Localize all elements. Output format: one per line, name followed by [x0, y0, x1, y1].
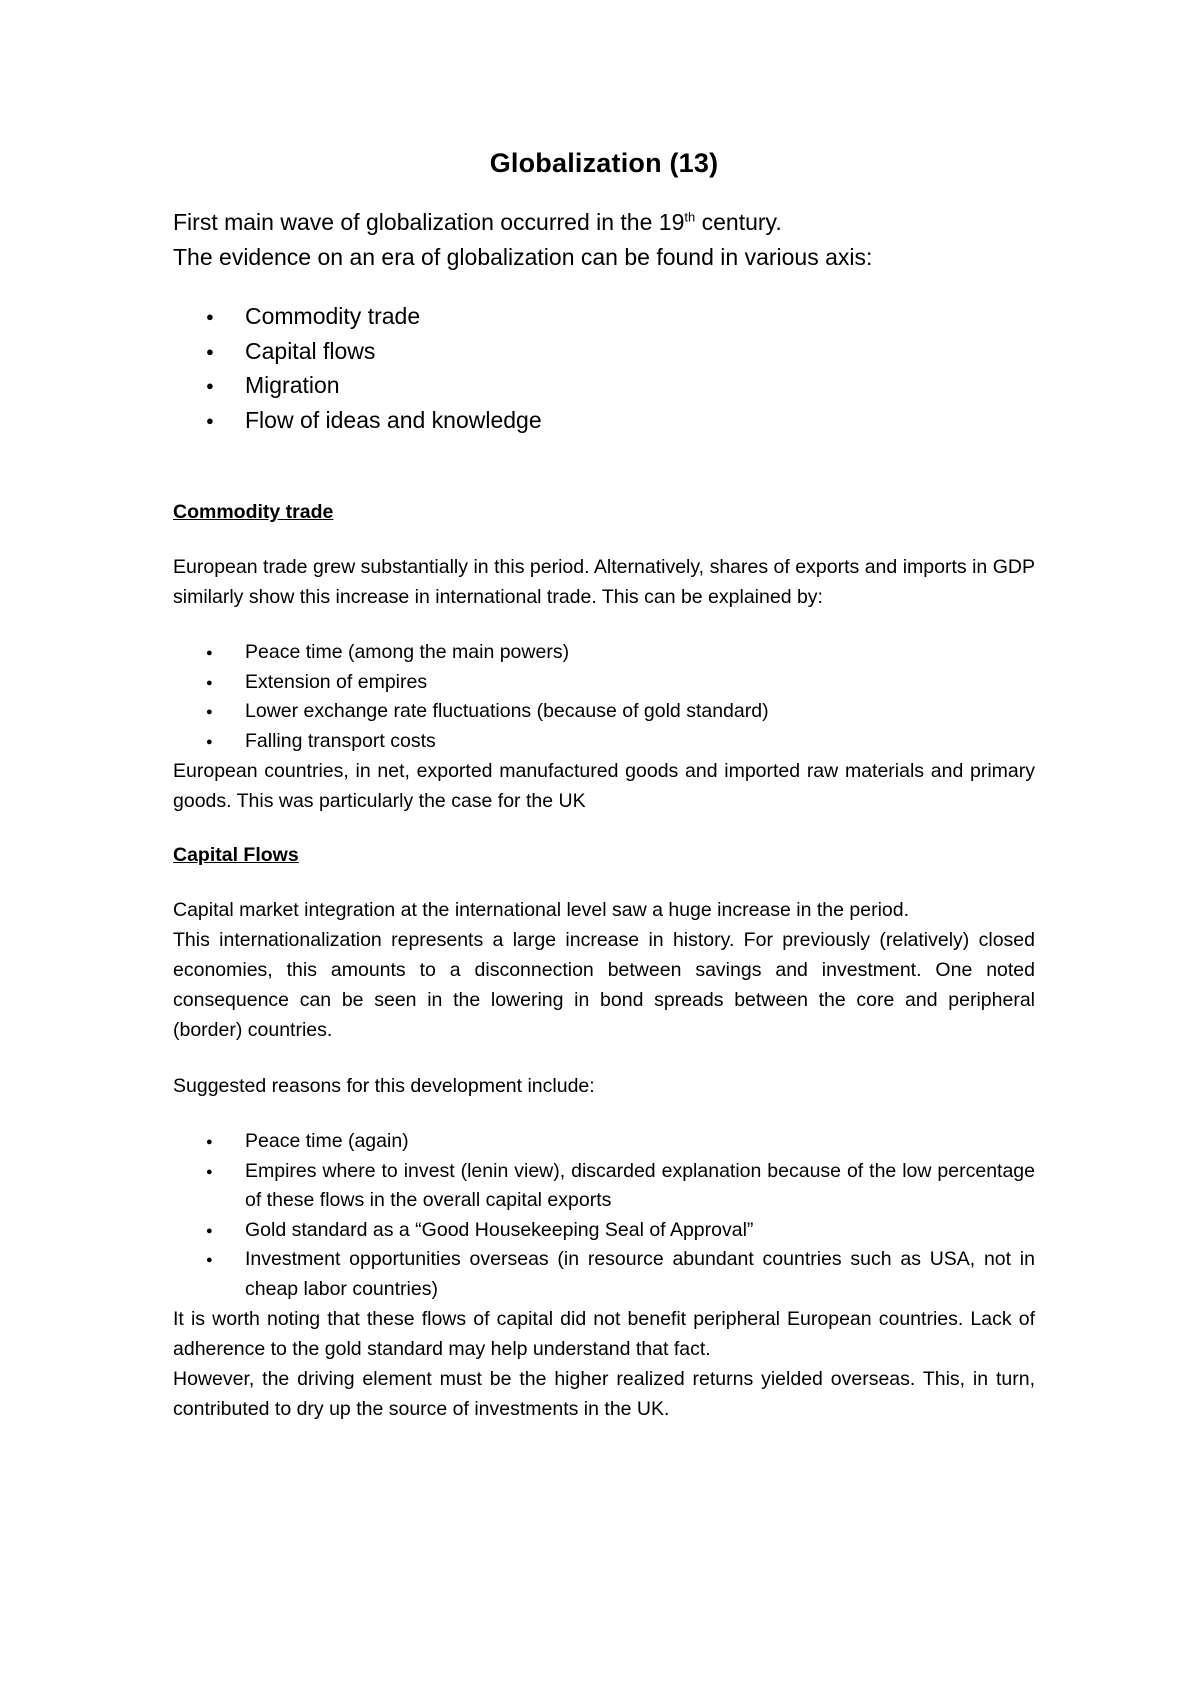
- list-item: ● Gold standard as a “Good Housekeeping Seal of Approval”: [173, 1216, 1035, 1246]
- capital-paragraph-1-line1: Capital market integration at the international level saw a huge increase in the period.: [173, 899, 910, 921]
- capital-paragraph-1: [173, 895, 1035, 1045]
- intro-line1: [173, 209, 782, 235]
- list-item: ● Peace time (again): [173, 1127, 1035, 1157]
- list-item: ● Capital flows: [173, 334, 1035, 369]
- page-title: Globalization (13): [489, 148, 719, 178]
- capital-paragraph-3-part1: It is worth noting that these flows of capital did not benefit peripheral European countries. Lack of adherence to the gold standard may help understand that fact.: [173, 1308, 1035, 1360]
- list-item: ● Peace time (among the main powers): [173, 638, 1035, 668]
- section-heading-commodity-trade: Commodity trade: [173, 501, 334, 523]
- list-item: ● Lower exchange rate fluctuations (because of gold standard): [173, 697, 1035, 727]
- list-item: ● Extension of empires: [173, 668, 1035, 698]
- section-heading-capital-flows: Capital Flows: [173, 844, 299, 866]
- list-item: ● Migration: [173, 368, 1035, 403]
- commodity-paragraph-2: European countries, in net, exported manufactured goods and imported raw materials and primary goods. This was particularly the case for the UK: [173, 760, 1035, 812]
- list-item: ● Empires where to invest (lenin view), discarded explanation because of the low percentage of these flows in the overall capital exports: [173, 1157, 1035, 1216]
- ordinal-suffix: th: [684, 209, 696, 225]
- list-item: ● Investment opportunities overseas (in resource abundant countries such as USA, not in cheap labor countries): [173, 1245, 1035, 1304]
- intro-paragraph: [173, 205, 1035, 275]
- capital-reasons-list: [173, 1127, 1035, 1304]
- axes-list: [173, 299, 1035, 437]
- intro-line2: The evidence on an era of globalization can be found in various axis:: [173, 244, 873, 270]
- capital-paragraph-3: [173, 1304, 1035, 1424]
- list-item: ● Commodity trade: [173, 299, 1035, 334]
- capital-paragraph-2: Suggested reasons for this development include:: [173, 1075, 595, 1097]
- document-body: [173, 148, 1035, 1424]
- list-item: ● Flow of ideas and knowledge: [173, 403, 1035, 438]
- intro-line1-end: century.: [695, 209, 782, 235]
- capital-paragraph-1-rest: This internationalization represents a large increase in history. For previously (relatively) closed economies, this amounts to a disconnection between savings and investment. One noted consequence can be seen in the lowering in bond spreads between the core and peripheral (border) countries.: [173, 929, 1035, 1041]
- capital-paragraph-3-part2: However, the driving element must be the higher realized returns yielded overseas. This, in turn, contributed to dry up the source of investments in the UK.: [173, 1368, 1035, 1420]
- commodity-paragraph-1: European trade grew substantially in this period. Alternatively, shares of exports and imports in GDP similarly show this increase in international trade. This can be explained by:: [173, 556, 1035, 608]
- intro-line1-text: First main wave of globalization occurred in the 19: [173, 209, 685, 235]
- list-item: ● Falling transport costs: [173, 727, 1035, 757]
- commodity-reasons-list: [173, 638, 1035, 756]
